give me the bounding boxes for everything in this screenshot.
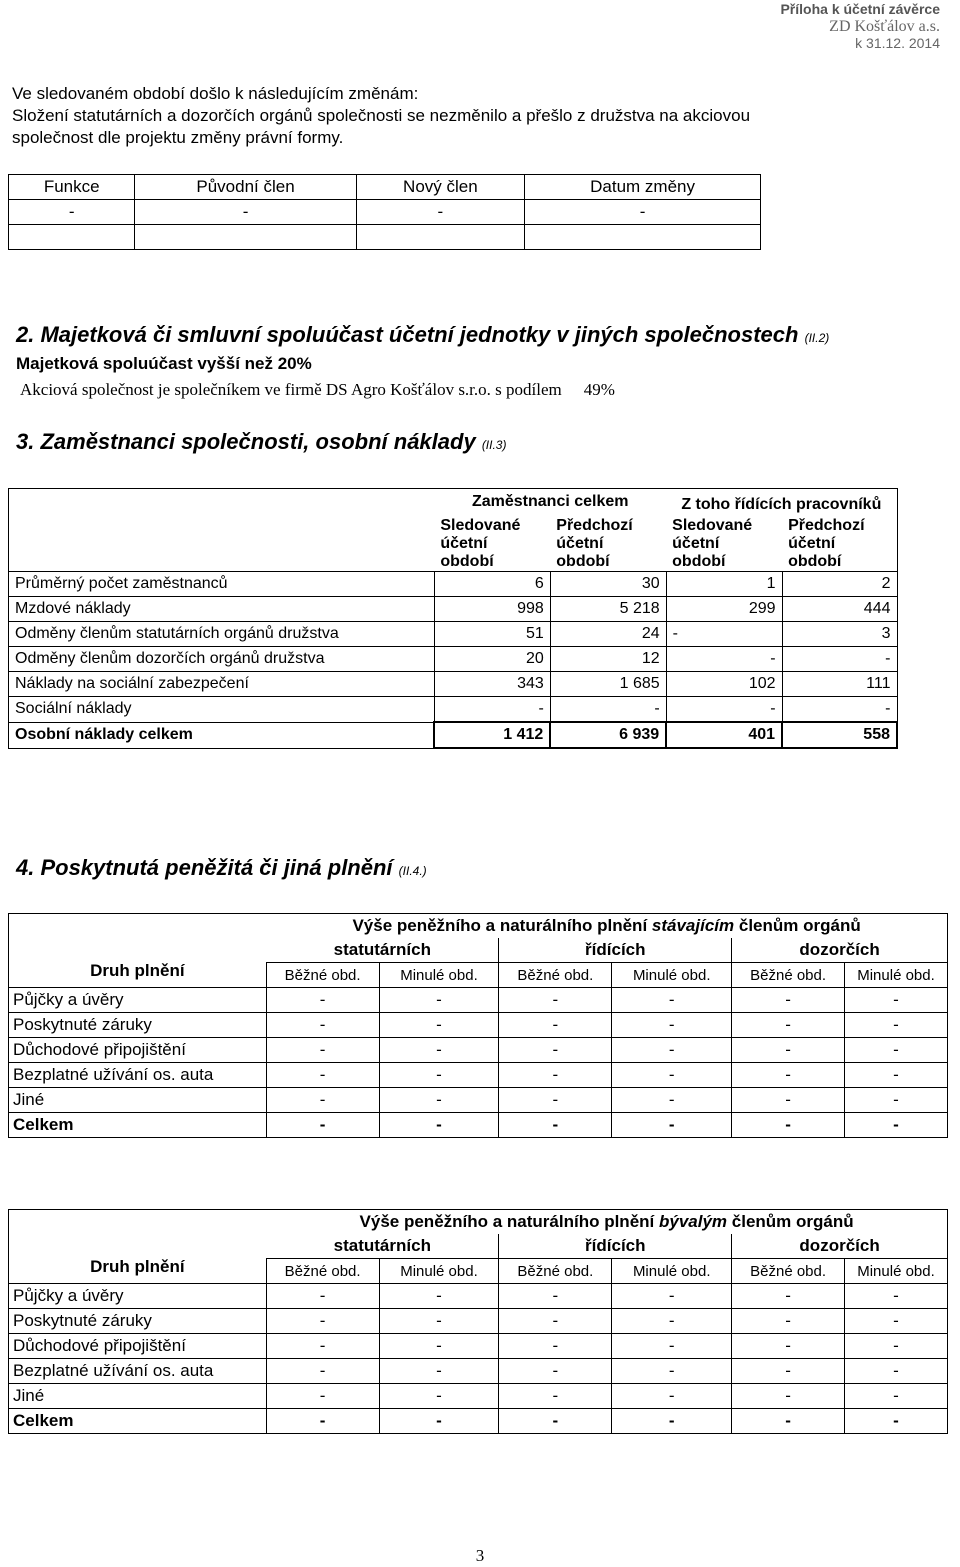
cell: -	[379, 1113, 499, 1138]
col-header: Původní člen	[135, 175, 356, 200]
cell: -	[266, 1384, 379, 1409]
row-label: Celkem	[9, 1113, 267, 1138]
table-row	[9, 1334, 948, 1359]
cell: -	[499, 1063, 612, 1088]
cell: -	[732, 1284, 845, 1309]
section-ref: (II.4.)	[398, 864, 427, 878]
cell: -	[499, 1309, 612, 1334]
table-row	[9, 622, 898, 647]
col-current: Sledované účetní období	[672, 517, 753, 570]
title-text: členům orgánů	[738, 916, 861, 935]
cell: -	[732, 1063, 845, 1088]
cell	[135, 225, 356, 250]
cell: -	[732, 1359, 845, 1384]
section-title-text: 2. Majetková či smluvní spoluúčast účetní jednotky v jiných společnostech	[16, 322, 799, 347]
table-row	[9, 1038, 948, 1063]
cell: -	[732, 1113, 845, 1138]
table-row	[9, 672, 898, 697]
section-3-heading	[16, 429, 506, 455]
row-label: Poskytnuté záruky	[9, 1013, 267, 1038]
cell: -	[266, 1013, 379, 1038]
cell: -	[612, 1063, 732, 1088]
subcol-header: Běžné obd.	[732, 963, 845, 988]
cell: -	[499, 1409, 612, 1434]
table-row	[9, 225, 761, 250]
cell: -	[612, 1409, 732, 1434]
cell: -	[379, 1384, 499, 1409]
subcol-header: Běžné obd.	[266, 963, 379, 988]
cell: -	[499, 1384, 612, 1409]
cell: -	[499, 1359, 612, 1384]
table-row	[9, 572, 898, 597]
group-managing: řídících	[499, 1234, 732, 1259]
group-supervisory: dozorčích	[732, 1234, 948, 1259]
cell: -	[379, 1409, 499, 1434]
cell: -	[266, 1284, 379, 1309]
cell: -	[550, 697, 666, 723]
cell: 299	[666, 597, 782, 622]
cell: 24	[550, 622, 666, 647]
cell: -	[499, 1284, 612, 1309]
row-label: Jiné	[9, 1088, 267, 1113]
cell: -	[266, 1063, 379, 1088]
cell: -	[266, 1309, 379, 1334]
cell: -	[612, 1309, 732, 1334]
section-4-heading	[16, 855, 427, 881]
cell: -	[499, 1334, 612, 1359]
col-header: Funkce	[9, 175, 135, 200]
table-row	[9, 1013, 948, 1038]
col-current: Sledované účetní období	[440, 517, 521, 570]
title-text: Výše peněžního a naturálního plnění	[359, 1212, 655, 1231]
cell: -	[612, 1359, 732, 1384]
cell: -	[845, 1334, 948, 1359]
section-title-text: 3. Zaměstnanci společnosti, osobní náklady	[16, 429, 476, 454]
subcol-header: Běžné obd.	[266, 1259, 379, 1284]
cell: -	[499, 1013, 612, 1038]
cell: -	[379, 1284, 499, 1309]
row-label: Odměny členům dozorčích orgánů družstva	[9, 647, 435, 672]
cell: 20	[434, 647, 550, 672]
cell: -	[782, 697, 897, 723]
cell	[9, 225, 135, 250]
empty-cell	[9, 517, 435, 572]
col-header: Nový člen	[356, 175, 525, 200]
cell: -	[379, 1309, 499, 1334]
cell: -	[499, 1038, 612, 1063]
cell: -	[525, 200, 761, 225]
cell: -	[845, 1038, 948, 1063]
row-label: Půjčky a úvěry	[9, 988, 267, 1013]
cell: -	[266, 1113, 379, 1138]
section-ref: (II.2)	[804, 331, 830, 345]
group-managing: řídících	[499, 938, 732, 963]
row-header: Druh plnění	[9, 1210, 267, 1284]
section-4-title	[16, 855, 427, 881]
cell: -	[845, 1384, 948, 1409]
cell: -	[732, 1384, 845, 1409]
row-label: Celkem	[9, 1409, 267, 1434]
table-row	[9, 697, 898, 723]
cell: 1 412	[434, 722, 550, 748]
col-previous: Předchozí účetní období	[556, 517, 633, 570]
cell: 5 218	[550, 597, 666, 622]
header-date: k 31.12. 2014	[855, 35, 940, 51]
cell: -	[266, 1334, 379, 1359]
table-row	[9, 647, 898, 672]
group-supervisory: dozorčích	[732, 938, 948, 963]
empty-cell	[9, 489, 435, 518]
cell: -	[732, 988, 845, 1013]
cell: -	[845, 1063, 948, 1088]
intro-line: Ve sledovaném období došlo k následujícím změnám:	[12, 84, 419, 103]
cell: 3	[782, 622, 897, 647]
subcol-header: Minulé obd.	[612, 963, 732, 988]
cell	[356, 225, 525, 250]
table-row	[9, 1309, 948, 1334]
cell: -	[379, 1334, 499, 1359]
cell: -	[266, 1088, 379, 1113]
cell: -	[612, 1284, 732, 1309]
cell: -	[379, 1013, 499, 1038]
row-label: Jiné	[9, 1384, 267, 1409]
intro-line: Složení statutárních a dozorčích orgánů společnosti se nezměnilo a přešlo z družstva na akciovou	[12, 106, 751, 125]
cell: 51	[434, 622, 550, 647]
cell: -	[266, 1359, 379, 1384]
section-2-subtitle: Majetková spoluúčast vyšší než 20%	[16, 354, 312, 373]
cell: -	[379, 988, 499, 1013]
cell: -	[434, 697, 550, 723]
cell: 30	[550, 572, 666, 597]
section-ref: (II.3)	[481, 438, 507, 452]
subcol-header: Minulé obd.	[845, 963, 948, 988]
cell: -	[732, 1088, 845, 1113]
subcol-header: Minulé obd.	[379, 1259, 499, 1284]
cell: -	[356, 200, 525, 225]
cell: 111	[782, 672, 897, 697]
cell: -	[845, 988, 948, 1013]
total-row	[9, 1113, 948, 1138]
row-label: Sociální náklady	[9, 697, 435, 723]
section-2	[16, 322, 829, 400]
table-row	[9, 1359, 948, 1384]
cell: -	[782, 647, 897, 672]
cell: -	[499, 1113, 612, 1138]
cell: -	[666, 697, 782, 723]
cell: -	[499, 988, 612, 1013]
subcol-header: Minulé obd.	[379, 963, 499, 988]
cell: -	[266, 1409, 379, 1434]
cell: -	[612, 1088, 732, 1113]
employees-table	[8, 488, 898, 749]
title-text: Výše peněžního a naturálního plnění	[352, 916, 648, 935]
row-label: Půjčky a úvěry	[9, 1284, 267, 1309]
cell: -	[612, 1113, 732, 1138]
row-label: Mzdové náklady	[9, 597, 435, 622]
col-previous: Předchozí účetní období	[782, 517, 897, 572]
cell: 401	[666, 722, 782, 748]
cell: -	[379, 1063, 499, 1088]
row-label: Průměrný počet zaměstnanců	[9, 572, 435, 597]
cell	[525, 225, 761, 250]
cell: -	[845, 1113, 948, 1138]
table-row	[9, 200, 761, 225]
cell: -	[612, 1384, 732, 1409]
cell: 6 939	[550, 722, 666, 748]
section-title-text: 4. Poskytnutá peněžitá či jiná plnění	[16, 855, 393, 880]
cell: -	[845, 1309, 948, 1334]
cell: -	[379, 1088, 499, 1113]
cell: -	[612, 1334, 732, 1359]
share-text: Akciová společnost je společníkem ve firmě DS Agro Košťálov s.r.o. s podílem	[20, 380, 562, 399]
cell: -	[845, 1359, 948, 1384]
cell: -	[135, 200, 356, 225]
row-label: Odměny členům statutárních orgánů družstva	[9, 622, 435, 647]
cell: -	[732, 1409, 845, 1434]
cell: -	[612, 1013, 732, 1038]
cell: -	[732, 1013, 845, 1038]
total-row	[9, 1409, 948, 1434]
table-row	[9, 988, 948, 1013]
cell: 2	[782, 572, 897, 597]
cell: -	[845, 1409, 948, 1434]
table-row	[9, 1384, 948, 1409]
table-row	[9, 597, 898, 622]
cell: 998	[434, 597, 550, 622]
cell: -	[732, 1038, 845, 1063]
intro-line: společnost dle projektu změny právní formy.	[12, 128, 344, 147]
header-title: Příloha k účetní závěrce	[780, 1, 940, 17]
cell: -	[266, 1038, 379, 1063]
table-title	[266, 914, 947, 939]
benefits-current-table	[8, 913, 948, 1138]
group-managers: Z toho řídících pracovníků	[666, 489, 897, 518]
cell: 558	[782, 722, 897, 748]
table-row	[9, 1284, 948, 1309]
section-2-text	[20, 380, 829, 400]
subcol-header: Minulé obd.	[845, 1259, 948, 1284]
cell: 12	[550, 647, 666, 672]
cell: -	[845, 1013, 948, 1038]
subcol-header: Běžné obd.	[499, 963, 612, 988]
row-label: Náklady na sociální zabezpečení	[9, 672, 435, 697]
title-em: stávajícím	[651, 916, 735, 935]
cell: -	[379, 1359, 499, 1384]
benefits-former-table	[8, 1209, 948, 1434]
cell: -	[666, 622, 782, 647]
cell: -	[9, 200, 135, 225]
subcol-header: Běžné obd.	[499, 1259, 612, 1284]
subcol-header: Běžné obd.	[732, 1259, 845, 1284]
section-3-title	[16, 429, 506, 455]
row-label: Důchodové připojištění	[9, 1334, 267, 1359]
table-header-row	[9, 175, 761, 200]
cell: -	[499, 1088, 612, 1113]
cell: -	[845, 1088, 948, 1113]
intro-text	[12, 83, 942, 149]
row-label: Bezplatné užívání os. auta	[9, 1359, 267, 1384]
cell: 6	[434, 572, 550, 597]
table-title	[266, 1210, 947, 1235]
group-statutory: statutárních	[266, 938, 499, 963]
section-2-title	[16, 322, 829, 348]
cell: -	[379, 1038, 499, 1063]
cell: 102	[666, 672, 782, 697]
cell: 444	[782, 597, 897, 622]
title-text: členům orgánů	[731, 1212, 854, 1231]
cell: 1 685	[550, 672, 666, 697]
row-label: Bezplatné užívání os. auta	[9, 1063, 267, 1088]
total-row	[9, 722, 898, 748]
col-header: Datum změny	[525, 175, 761, 200]
cell: -	[266, 988, 379, 1013]
cell: 1	[666, 572, 782, 597]
group-statutory: statutárních	[266, 1234, 499, 1259]
changes-table	[8, 174, 761, 250]
cell: -	[666, 647, 782, 672]
row-label: Poskytnuté záruky	[9, 1309, 267, 1334]
page-number: 3	[475, 1546, 485, 1565]
row-label: Osobní náklady celkem	[9, 722, 435, 748]
share-value: 49%	[583, 380, 615, 399]
title-em: bývalým	[659, 1212, 728, 1231]
group-employees: Zaměstnanci celkem	[471, 493, 629, 510]
cell: -	[612, 1038, 732, 1063]
table-row	[9, 1063, 948, 1088]
cell: -	[732, 1309, 845, 1334]
row-label: Důchodové připojištění	[9, 1038, 267, 1063]
cell: 343	[434, 672, 550, 697]
cell: -	[732, 1334, 845, 1359]
header-company: ZD Košťálov a.s.	[829, 18, 940, 35]
row-header: Druh plnění	[9, 914, 267, 988]
cell: -	[845, 1284, 948, 1309]
table-row	[9, 1088, 948, 1113]
cell: -	[612, 988, 732, 1013]
subcol-header: Minulé obd.	[612, 1259, 732, 1284]
page-header	[780, 1, 940, 52]
